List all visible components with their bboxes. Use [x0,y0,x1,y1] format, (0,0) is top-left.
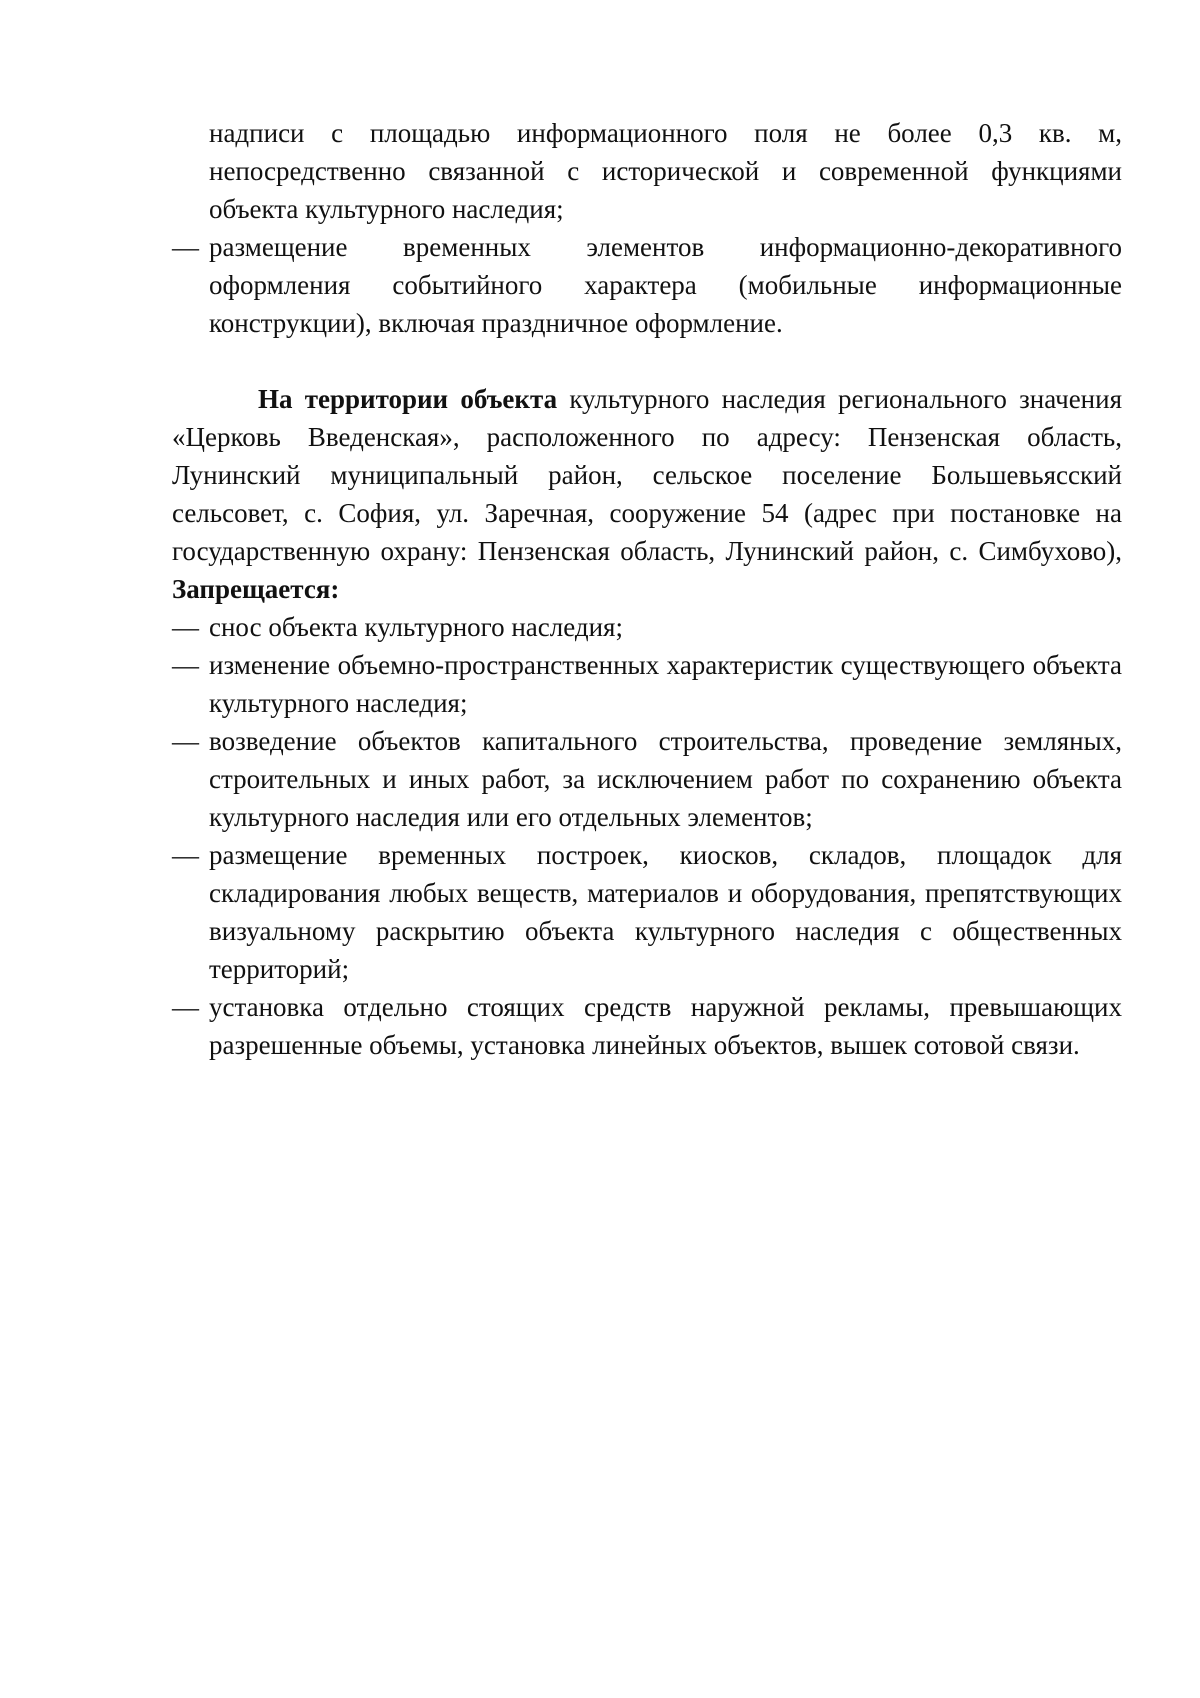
list-item [172,722,1122,836]
list-dash: — [172,840,199,870]
document-body [172,114,1122,1064]
prohibited-heading: Запрещается: [172,574,340,604]
list-dash: — [172,650,199,680]
list-item-text: размещение временных элементов информационно-декоративного оформления событийного характера (мобильные информационные конструкции), включая праздничное оформление. [209,232,1122,338]
list-item-text: возведение объектов капитального строительства, проведение земляных, строительных и иных работ, за исключением работ по сохранению объекта культурного наследия или его отдельных элементов; [209,726,1122,832]
list-dash: — [172,726,199,756]
list-item-text: изменение объемно-пространственных характеристик существующего объекта культурного наследия; [209,650,1122,718]
list-item [172,228,1122,342]
list-item-text: размещение временных построек, киосков, складов, площадок для складирования любых веществ, материалов и оборудования, препятствующих визуальному раскрытию объекта культурного наследия с общественных территорий; [209,840,1122,984]
list-item [172,608,1122,646]
list-item [172,988,1122,1064]
paragraph-body: культурного наследия регионального значения «Церковь Введенская», расположенного по адресу: Пензенская область, Лунинский муниципальный район, сельское поселение Большевьясский сельсовет, с. София, ул. Заречная, сооружение 54 (адрес при постановке на государственную охрану: Пензенская область, Лунинский район, с. Симбухово), [172,384,1122,566]
list-item-text: снос объекта культурного наследия; [209,612,623,642]
list-item-text: установка отдельно стоящих средств наружной рекламы, превышающих разрешенные объемы, установка линейных объектов, вышек сотовой связи. [209,992,1122,1060]
list-item [172,646,1122,722]
list-dash: — [172,992,199,1022]
paragraph-lead-bold: На территории объекта [258,384,558,414]
list-dash: — [172,232,199,262]
list-item-text: надписи с площадью информационного поля не более 0,3 кв. м, непосредственно связанной с исторической и современной функциями объекта культурного наследия; [209,118,1122,224]
list-item [172,836,1122,988]
list-dash: — [172,612,199,642]
territory-paragraph [172,380,1122,608]
list-item-continued [172,114,1122,228]
paragraph-spacer [172,342,1122,380]
